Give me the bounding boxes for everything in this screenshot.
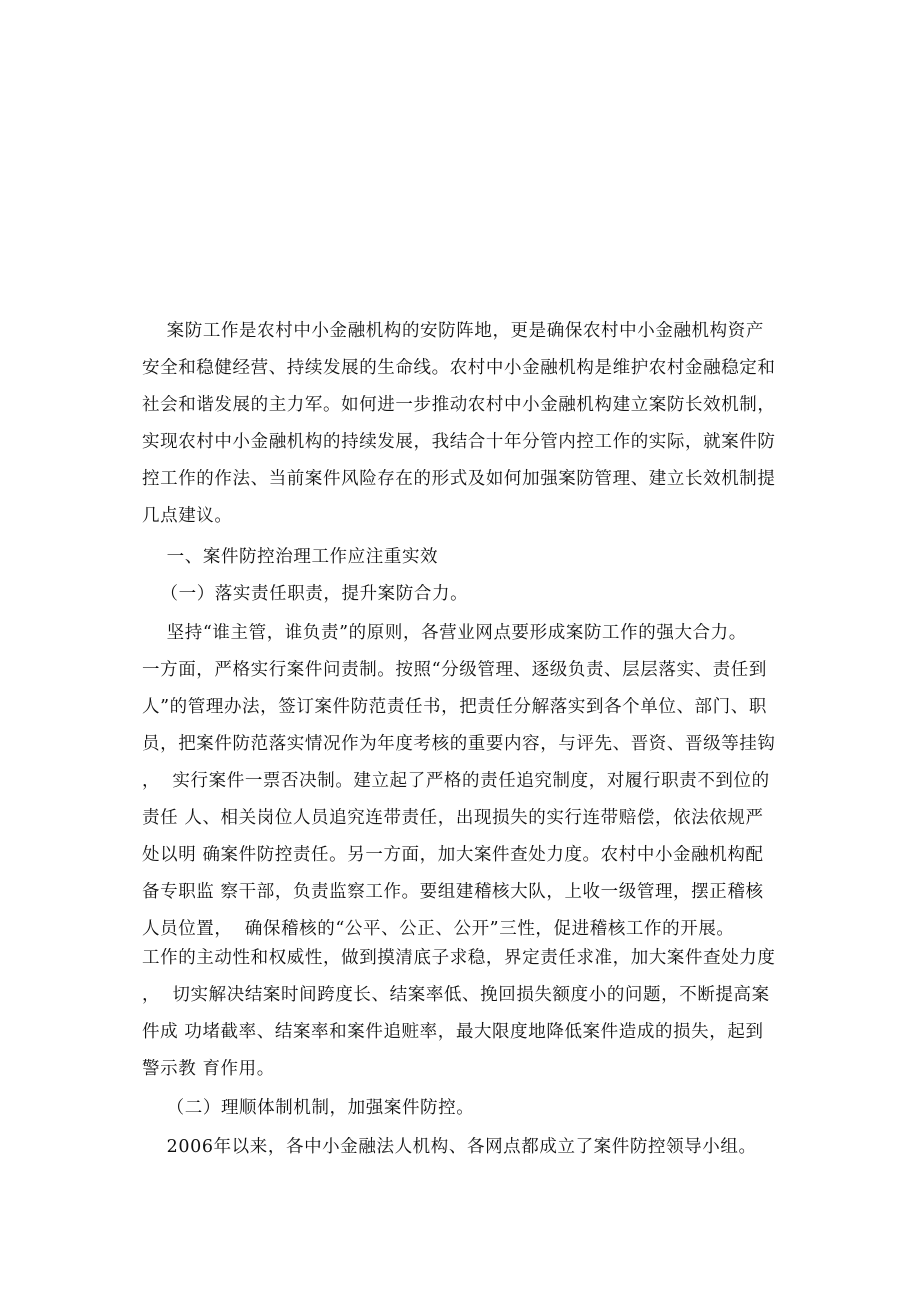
paragraph-line: 工作的主动性和权威性，做到摸清底子求稳，界定责任求准，加大案件查处力度 [142, 948, 776, 968]
paragraph-line: 几点建议。 [142, 506, 233, 526]
paragraph-line: 社会和谐发展的主力军。如何进一步推动农村中小金融机构建立案防长效机制， [142, 395, 776, 415]
paragraph-line: 实现农村中小金融机构的持续发展，我结合十年分管内控工作的实际，就案件防 [142, 432, 776, 452]
section-heading: 一、案件防控治理工作应注重实效 [142, 547, 439, 567]
subsection-heading: （二）理顺体制机制，加强案件防控。 [142, 1098, 475, 1118]
subsection-heading: （一）落实责任职责，提升案防合力。 [142, 584, 469, 604]
paragraph-line: ， 切实解决结案时间跨度长、结案率低、挽回损失额度小的问题，不断提高案 [142, 985, 770, 1005]
paragraph-line: 警示教 育作用。 [142, 1059, 275, 1079]
paragraph-line: 处以明 确案件防控责任。另一方面，加大案件查处力度。农村中小金融机构配 [142, 845, 764, 865]
paragraph-line: 备专职监 察干部，负责监察工作。要组建稽核大队，上收一级管理，摆正稽核 [142, 882, 764, 902]
paragraph-line: 安全和稳健经营、持续发展的生命线。农村中小金融机构是维护农村金融稳定和 [142, 358, 776, 378]
paragraph-line: 控工作的作法、当前案件风险存在的形式及如何加强案防管理、建立长效机制提 [142, 469, 776, 489]
paragraph-line: 人”的管理办法，签订案件防范责任书，把责任分解落实到各个单位、部门、职 [142, 697, 767, 717]
paragraph-line: 件成 功堵截率、结案率和案件追赃率，最大限度地降低案件造成的损失，起到 [142, 1022, 764, 1042]
paragraph-line: 案防工作是农村中小金融机构的安防阵地，更是确保农村中小金融机构资产 [142, 321, 764, 341]
paragraph-line: 2006年以来，各中小金融法人机构、各网点都成立了案件防控领导小组。 [142, 1137, 757, 1157]
paragraph-line: 责任 人、相关岗位人员追究连带责任，出现损失的实行连带赔偿，依法依规严 [142, 808, 764, 828]
paragraph-line: ， 实行案件一票否决制。建立起了严格的责任追究制度，对履行职责不到位的 [142, 771, 770, 791]
paragraph-line: 坚持“谁主管，谁负责”的原则，各营业网点要形成案防工作的强大合力。 [142, 623, 747, 643]
paragraph-line: 人员位置， 确保稽核的“公平、公正、公开”三性，促进稽核工作的开展。 [142, 919, 735, 939]
paragraph-line: 一方面，严格实行案件问责制。按照“分级管理、逐级负责、层层落实、责任到 [142, 660, 767, 680]
paragraph-line: 员，把案件防范落实情况作为年度考核的重要内容，与评先、晋资、晋级等挂钩 [142, 734, 776, 754]
